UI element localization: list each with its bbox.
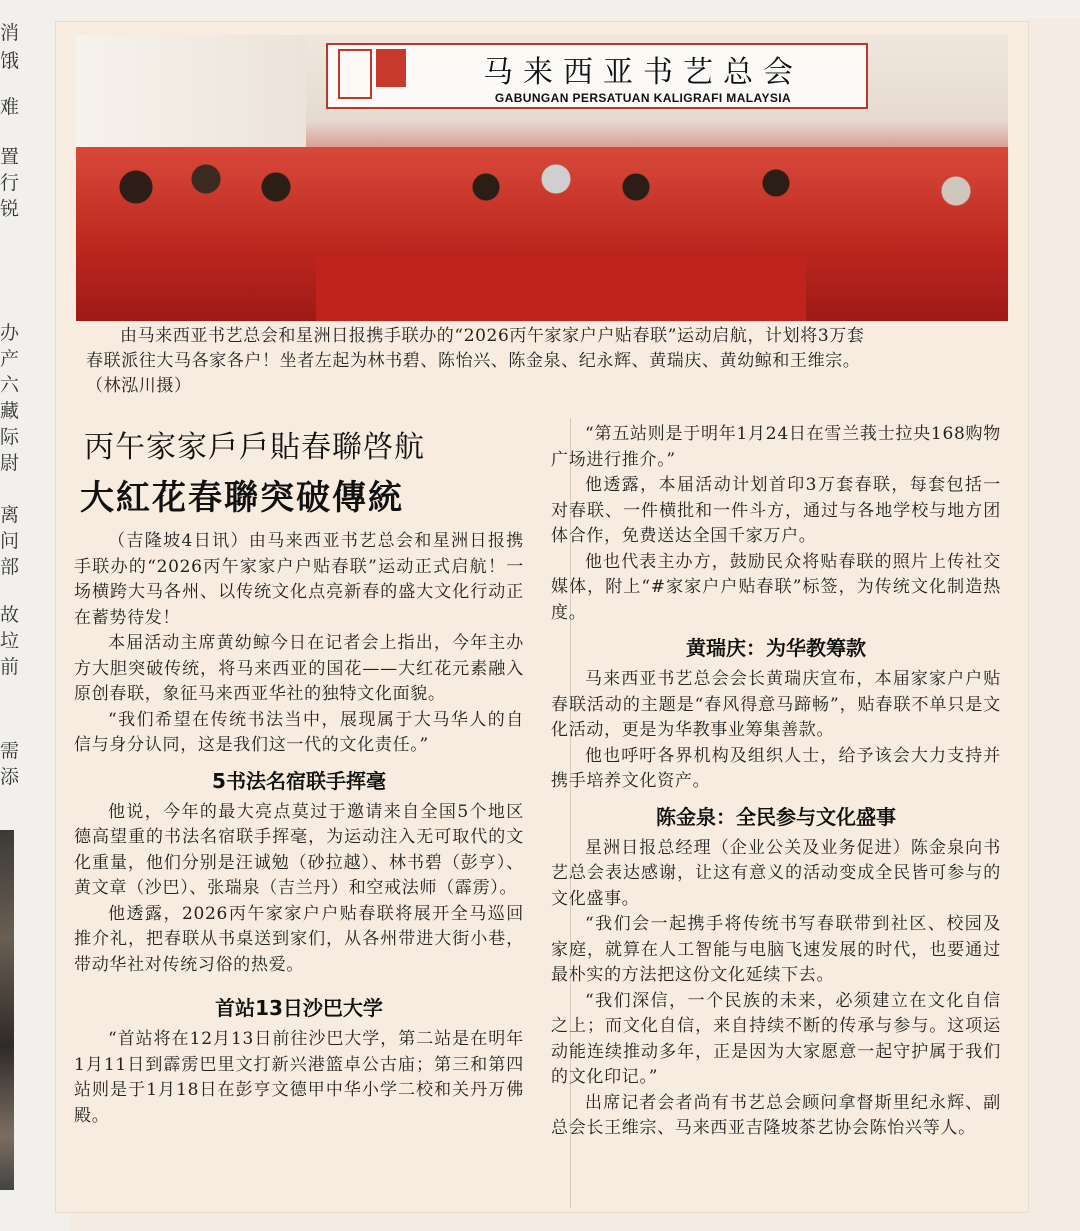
margin-fragment: 置 (0, 146, 20, 168)
headline-main: 大紅花春聯突破傳統 (80, 478, 404, 518)
margin-fragment: 部 (0, 556, 20, 578)
adjacent-photo-fragment (0, 830, 14, 1190)
margin-fragment: 难 (0, 96, 20, 118)
margin-fragment: 六 (0, 374, 20, 396)
seal-stamp-icon (338, 49, 372, 99)
margin-fragment: 前 (0, 656, 20, 678)
paragraph: 出席记者会者尚有书艺总会顾问拿督斯里纪永辉、副总会长王维宗、马来西亚吉隆坡茶艺协会陈怡兴等人。 (551, 1092, 1001, 1138)
top-cropped-strip (0, 0, 1080, 18)
banner-chinese-title: 马来西亚书艺总会 (483, 55, 803, 90)
margin-fragment: 办 (0, 322, 20, 344)
newspaper-article (56, 22, 1028, 1212)
margin-fragment: 藏 (0, 400, 20, 422)
margin-fragment: 问 (0, 530, 20, 552)
right-column (551, 422, 1001, 1142)
paragraph: 本届活动主席黄幼鲸今日在记者会上指出，今年主办方大胆突破传统，将马来西亚的国花——大红花元素融入原创春联，象征马来西亚华社的独特文化面貌。 (74, 633, 524, 704)
subheading: 黄瑞庆：为华教筹款 (686, 636, 866, 660)
headline-kicker: 丙午家家戶戶貼春聯啓航 (84, 430, 425, 465)
caption-line: 春联派往大马各家各户！坐者左起为林书碧、陈怡兴、陈金泉、纪永辉、黄瑞庆、黄幼鲸和王维宗。 (86, 351, 861, 371)
margin-fragment: 锐 (0, 198, 20, 220)
paragraph: 他也代表主办方，鼓励民众将贴春联的照片上传社交媒体，附上“#家家户户贴春联”标签，为传统文化制造热度。 (551, 551, 1001, 623)
subheading: 陈金泉：全民参与文化盛事 (656, 804, 896, 829)
margin-fragment: 行 (0, 172, 20, 194)
red-seal-icon (376, 49, 406, 87)
photo-caption (86, 324, 1006, 399)
article-photo (76, 35, 1008, 321)
red-table (316, 257, 806, 321)
caption-line: （林泓川摄） (86, 376, 192, 396)
margin-fragment: 产 (0, 348, 20, 370)
paragraph: “第五站则是于明年1月24日在雪兰莪士拉央168购物广场进行推介。” (551, 424, 1001, 470)
margin-fragment: 饿 (0, 50, 20, 72)
banner-malay-title: GABUNGAN PERSATUAN KALIGRAFI MALAYSIA (494, 91, 792, 105)
paragraph: 马来西亚书艺总会会长黄瑞庆宣布，本届家家户户贴春联活动的主题是“春风得意马蹄畅”，贴春联不单只是文化活动，更是为华教事业筹集善款。 (551, 669, 1001, 740)
margin-fragment: 消 (0, 22, 20, 44)
left-column (74, 422, 524, 1129)
paragraph: “我们深信，一个民族的未来，必须建立在文化自信之上；而文化自信，来自持续不断的传承与参与。这项运动能连续推动多年，正是因为大家愿意一起守护属于我们的文化印记。” (551, 990, 1001, 1087)
margin-fragment: 添 (0, 766, 20, 788)
paragraph: “我们会一起携手将传统书写春联带到社区、校园及家庭，就算在人工智能与电脑飞速发展的时代，也要通过最朴实的方法把这份文化延续下去。 (551, 914, 1001, 985)
margin-fragment: 故 (0, 604, 20, 626)
paragraph: （吉隆坡4日讯）由马来西亚书艺总会和星洲日报携手联办的“2026丙午家家户户贴春联”运动正式启航！一场横跨大马各州、以传统文化点亮新春的盛大文化行动正在蓄势待发！ (74, 531, 524, 628)
association-banner (326, 43, 868, 109)
paragraph: “我们希望在传统书法当中，展现属于大马华人的自信与身分认同，这是我们这一代的文化责任。” (74, 709, 524, 755)
caption-line: 由马来西亚书艺总会和星洲日报携手联办的“2026丙午家家户户贴春联”运动启航，计划将3万套 (120, 326, 865, 346)
paragraph: 星洲日报总经理（企业公关及业务促进）陈金泉向书艺总会表达感谢，让这有意义的活动变成全民皆可参与的文化盛事。 (551, 837, 1001, 909)
margin-fragment: 需 (0, 740, 20, 762)
subheading: 5书法名宿联手挥毫 (212, 768, 386, 793)
margin-fragment: 际 (0, 426, 20, 448)
paragraph: “首站将在12月13日前往沙巴大学，第二站是在明年1月11日到霹雳巴里文打新兴港篮卓公古庙；第三和第四站则是于1月18日在彭亨文德甲中华小学二校和关丹万佛殿。 (74, 1029, 524, 1126)
paragraph: 他也呼吁各界机构及组织人士，给予该会大力支持并携手培养文化资产。 (551, 745, 1001, 791)
margin-fragment: 离 (0, 504, 20, 526)
paragraph: 他说，今年的最大亮点莫过于邀请来自全国5个地区德高望重的书法名宿联手挥毫，为运动注入无可取代的文化重量，他们分别是汪诚勉（砂拉越）、林书碧（彭亨）、黄文章（沙巴）、张瑞泉（吉兰丹）和空戒法师（霹雳）。 (74, 801, 524, 898)
subheading: 首站13日沙巴大学 (215, 996, 383, 1020)
margin-fragment: 尉 (0, 452, 20, 474)
paragraph: 他透露，2026丙午家家户户贴春联将展开全马巡回推介礼，把春联从书桌送到家们，从各州带进大街小巷，带动华社对传统习俗的热爱。 (74, 903, 524, 975)
paragraph: 他透露，本届活动计划首印3万套春联，每套包括一对春联、一件横批和一件斗方，通过与各地学校与地方团体合作，免费送达全国千家万户。 (551, 475, 1001, 546)
margin-fragment: 垃 (0, 630, 20, 652)
